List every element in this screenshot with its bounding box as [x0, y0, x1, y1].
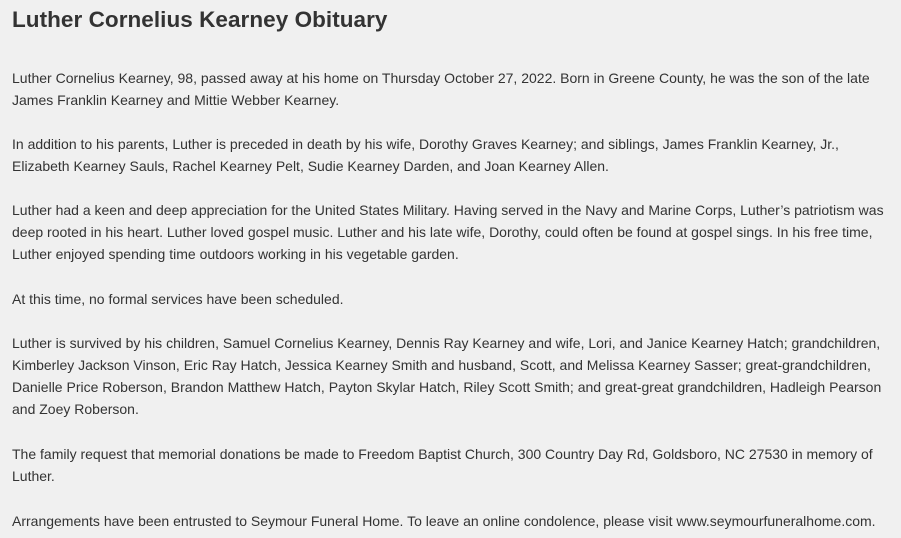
page-title: Luther Cornelius Kearney Obituary	[12, 7, 388, 32]
obituary-paragraph-arrangements: Arrangements have been entrusted to Seymour Funeral Home. To leave an online condolence, please visit www.seymourfuneralhome.com.	[12, 513, 876, 529]
obituary-paragraph-survivors: Luther is survived by his children, Samuel Cornelius Kearney, Dennis Ray Kearney and wife, Lori, and Janice Kearney Hatch; grandchildren, Kimberley Jackson Vinson, Eric Ray Hatch, Jessica Kearney Smith and husband, Scott, and Melissa Kearney Sasser; great-grandchildren, Danielle Price Roberson, Brandon Matthew Hatch, Payton Skylar Hatch, Riley Scott Smith; and great-great grandchildren, Hadleigh Pearson and Zoey Roberson.	[12, 335, 882, 417]
obituary-paragraph-preceded-in-death: In addition to his parents, Luther is preceded in death by his wife, Dorothy Graves Kearney; and siblings, James Franklin Kearney, Jr., Elizabeth Kearney Sauls, Rachel Kearney Pelt, Sudie Kearney Darden, and Joan Kearney Allen.	[12, 136, 839, 174]
obituary-paragraph-memorial-donations: The family request that memorial donations be made to Freedom Baptist Church, 300 Country Day Rd, Goldsboro, NC 27530 in memory of Luther.	[12, 446, 873, 484]
obituary-paragraph-death-notice: Luther Cornelius Kearney, 98, passed away at his home on Thursday October 27, 2022. Born in Greene County, he was the son of the late James Franklin Kearney and Mittie Webber Kearney.	[12, 70, 870, 108]
obituary-paragraph-services: At this time, no formal services have been scheduled.	[12, 291, 344, 307]
obituary-paragraph-life-and-interests: Luther had a keen and deep appreciation for the United States Military. Having served in the Navy and Marine Corps, Luther’s patriotism was deep rooted in his heart. Luther loved gospel music. Luther and his late wife, Dorothy, could often be found at gospel sings. In his free time, Luther enjoyed spending time outdoors working in his vegetable garden.	[12, 202, 884, 262]
